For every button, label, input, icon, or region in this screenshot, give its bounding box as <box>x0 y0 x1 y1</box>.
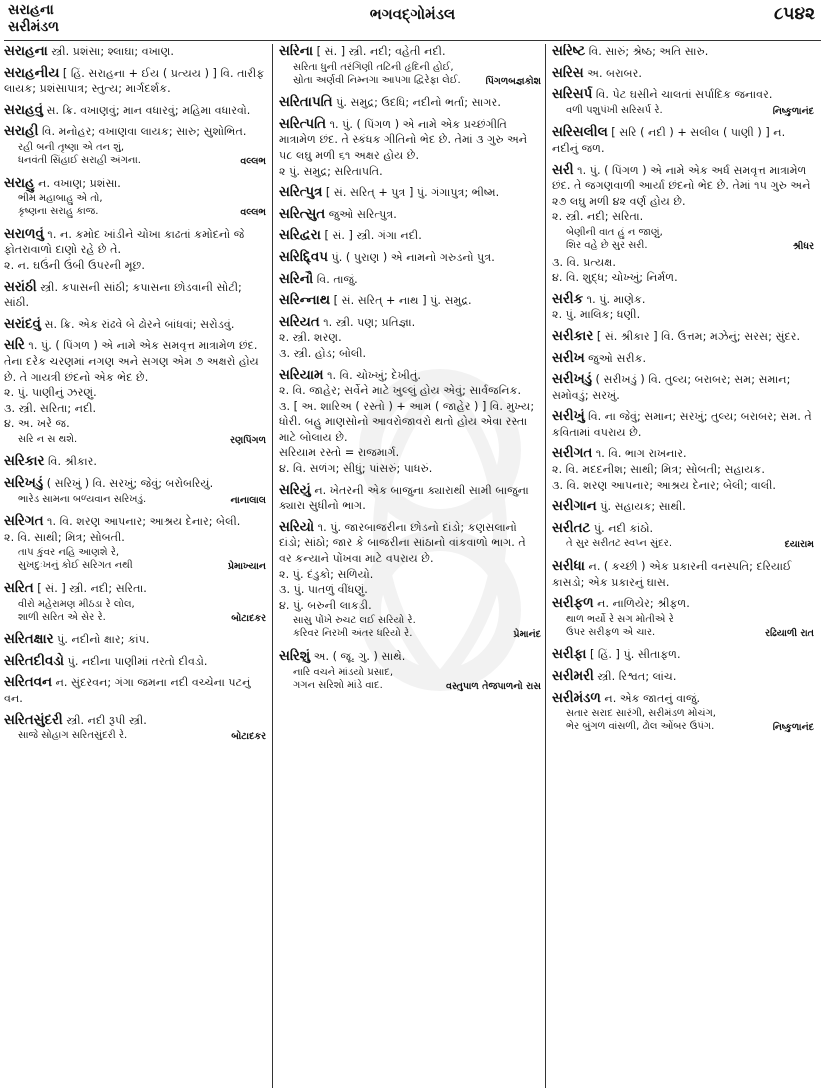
sub-definition: ૩. વિ. પ્રત્યક્ષ. <box>552 255 616 269</box>
dictionary-entry <box>552 87 814 119</box>
dictionary-entry <box>552 372 814 403</box>
dictionary-entry <box>4 280 266 311</box>
headword: સરીફળ <box>552 596 594 612</box>
dictionary-entry <box>4 713 266 745</box>
dictionary-entry <box>552 125 814 156</box>
dictionary-entry <box>552 647 814 663</box>
definition: પું. સમુદ્ર; ઉદધિ; નદીનો ભર્તા; સાગર. <box>336 96 501 110</box>
dictionary-entry <box>552 44 814 60</box>
guide-word-last: સરીમંડળ <box>8 19 60 35</box>
dictionary-entry <box>279 293 541 309</box>
column-3 <box>552 44 814 1088</box>
headword: સરિતસુંદરી <box>4 712 63 728</box>
headword: સરિત્પુત્ર <box>279 185 323 201</box>
quotation-source: પ્રેમાખ્યાન <box>227 561 266 573</box>
headword: સરાંઠી <box>4 279 37 295</box>
quotation-source: વલ્લભ <box>240 155 266 167</box>
quotation-line: ભારેડ સામના બળ્યવાન સરિખડું. <box>18 493 147 505</box>
headword: સરાળવું <box>4 226 44 242</box>
sub-definition: ૨ પું. સમુદ્ર; સરિતાપતિ. <box>279 164 383 178</box>
quotation-line: સરિતા ધુની તરંગિણી તટિની હૃદિની હોઈ, <box>293 61 454 73</box>
headword: સરિતદીવડો <box>4 653 65 669</box>
definition: અ. ( જૂ. ગુ. ) સાથે. <box>313 650 406 663</box>
guide-word-first: સરાહના <box>8 2 54 18</box>
definition: વિ. તાજું. <box>316 272 358 286</box>
quotation-line: ગગન સરિશો માંડે વાદ. <box>293 679 383 691</box>
headword: સરીગાન <box>552 499 597 515</box>
dictionary-entry <box>552 163 814 286</box>
definition: સ્ત્રી. નદી રૂપી સ્ત્રી. <box>66 713 147 727</box>
definition: ૧. પું. ( પિંગળ ) એ નામે એક સમવૃત્ત માત્રામેળ છંદ. તેના દરેક ચરણમાં નગણ અને સગણ એમ ૭ અક્ષરો હોય છે. તે ગાયત્રી છંદનો એક ભેદ છે. <box>4 339 259 384</box>
definition: વિ. ના જેવું; સમાન; સરખું; તુલ્ય; બરાબર; સમ. તે કવિતામાં વપરાય છે. <box>552 410 812 439</box>
dictionary-entry <box>4 227 266 274</box>
sub-definition: ૨. પું. દંડુકો; સળિયો. <box>279 567 374 581</box>
definition: ન. એક જાતનું વાજું. <box>604 691 701 705</box>
headword: સરાહુ <box>4 175 35 191</box>
quotation-source: વસ્તુપાળ તેજપાળનો રાસ <box>445 680 541 692</box>
quotation-source: નિષ્કુળાનંદ <box>772 722 814 734</box>
sub-definition: ૩. સ્ત્રી. સરિતા; નદી. <box>4 401 97 415</box>
headword: સરિગત <box>4 514 44 530</box>
definition: [ સં. સરિત્ + નાથ ] પું. સમુદ્ર. <box>333 294 472 308</box>
dictionary-entry <box>279 185 541 201</box>
headword: સરિ <box>4 338 25 354</box>
definition: ૧. પું. માણેક. <box>586 292 646 306</box>
headword: સરાહનીય <box>4 65 60 81</box>
quotation-line: તે સુર સરીતટ સ્વપ્ન સુંદર. <box>566 538 673 550</box>
dictionary-entry <box>279 272 541 288</box>
sub-definition: ૨. વિ. મદદનીશ; સાથી; મિત્ર; સોબતી; સહાયક. <box>552 463 765 477</box>
definition: વિ. સારું; શ્રેષ્ઠ; અતિ સારુ. <box>588 45 709 58</box>
headword: સરિત્પતિ <box>279 116 326 132</box>
quotation-line: સુખદુઃખનું કોઈ સરિગત નથી <box>18 560 133 572</box>
page-number: ૮૫૪૨ <box>773 4 815 24</box>
quotation-line: ભેર બુંગળ વાંસળી, ઢોલ ઓંબર ઉપંગ. <box>566 721 715 733</box>
dictionary-entry <box>4 66 266 97</box>
definition: ૧. વિ. ભાગ રાખનાર. <box>595 447 687 461</box>
dictionary-entry <box>4 632 266 648</box>
dictionary-entry <box>279 315 541 362</box>
dictionary-entry <box>279 649 541 694</box>
headword: સરીખ <box>552 350 585 366</box>
dictionary-entry <box>552 521 814 553</box>
definition: [ સં. ] સ્ત્રી. નદી; સરિતા. <box>37 582 147 596</box>
headword: સરિસલીલ <box>552 125 608 141</box>
definition: વિ. મનોહર; વખાણવા લાયક; સારુ; સુશોભિત. <box>41 125 247 139</box>
headword: સરાહના <box>4 44 48 59</box>
headword: સરીધા <box>552 559 585 575</box>
dictionary-entry <box>552 329 814 345</box>
quotation-line: નારિ વચને માંડયો પ્રસાદ, <box>293 666 394 678</box>
sub-definition: ૨. ન. ઘઉંની ઉંબી ઉપરની મૂછ. <box>4 258 145 272</box>
headword: સરીખડું <box>552 372 592 388</box>
headword: સરિષ્ટ <box>552 44 586 59</box>
headword: સરિયો <box>279 519 315 535</box>
column-2 <box>279 44 541 1088</box>
definition: [ સં. ] સ્ત્રી. નદી; વહેતી નદી. <box>316 45 446 58</box>
dictionary-entry <box>4 338 266 448</box>
headword: સરીતટ <box>552 520 591 536</box>
quotation-line: શિર વહે છે સુર સરી. <box>566 239 648 251</box>
quotation-line: શાળી સરિત એ સેર રે. <box>18 611 106 623</box>
dictionary-entry <box>279 44 541 89</box>
definition: [ હિં. ] પું. સીતાફળ. <box>590 648 681 662</box>
dictionary-entry <box>552 691 814 736</box>
sub-definition: ૨. વિ. જાહેર; સર્વેને માટે ખુલ્લું હોય એવું; સાર્વજનિક. <box>279 384 522 398</box>
definition: પું. નદીનો ક્ષાર; કાંપ. <box>57 633 150 647</box>
quotation-source: પ્રેમાનંદ <box>513 629 541 641</box>
definition: પું. નદીના પાણીમાં તરતો દીવડો. <box>67 654 208 668</box>
quotation-source: દયારામ <box>784 539 814 551</box>
sub-definition: ૪. અ. ખરે જ. <box>4 417 70 431</box>
definition: ૧. વિ. શરણ આપનાર; આશ્રય દેનાર; બેલી. <box>47 515 241 529</box>
definition: ૧. વિ. ચોખ્ખું; દેખીતું. <box>327 368 421 382</box>
headword: સરિત <box>4 581 34 597</box>
quotation-source: નાનાલાલ <box>230 494 266 506</box>
page-title: ભગવદ્ગોમંડલ <box>369 5 456 23</box>
sub-definition: ૩. [ અ. શારિઅ ( રસ્તો ) + આમ ( જાહેર ) ] વિ. મુખ્ય; ધોરી. બહુ માણસોનો આવરોજાવરો થતો હોય એવા રસ્તા માટે બોલાય છે. <box>279 399 535 444</box>
definition: ( સરીખડું ) વિ. તુલ્ય; બરાબર; સમ; સમાન; સમોવડું; સરખું. <box>552 373 791 402</box>
definition: સ્ત્રી. પ્રશંસા; શ્લાઘા; વખાણ. <box>51 45 174 58</box>
definition: સ. ક્રિ. એક રાંઢવે બે ઢોરને બાંધવાં; સરોડવું. <box>44 317 235 331</box>
dictionary-entry <box>279 207 541 223</box>
definition: [ સં. ] સ્ત્રી. ગંગા નદી. <box>324 229 422 243</box>
sub-definition: ૨. વિ. સાથી; મિત્ર; સોબતી. <box>4 530 125 544</box>
dictionary-entry <box>4 103 266 119</box>
headword: સરિદ્દ્વિપ <box>279 249 328 265</box>
dictionary-entry <box>552 669 814 685</box>
headword: સરિસ <box>552 65 584 81</box>
dictionary-entry <box>552 351 814 367</box>
quotation-line: વીરો મહેરામણ મીઠડા રે લોલ, <box>18 598 135 610</box>
definition: પું. સહાયક; સાથી. <box>600 500 686 514</box>
quotation-line: સ્રોતા અર્ણવી નિમ્નગા આપગા દ્વિરેફા લેઈ. <box>293 74 461 86</box>
headword: સરીક <box>552 291 584 307</box>
headword: સરિતવન <box>4 675 52 691</box>
quotation-source: શ્રીધર <box>792 240 814 252</box>
sub-definition: ૩. પું. પાતળું વીંધણું. <box>279 583 368 597</box>
definition: સ્ત્રી. રિશ્વત; લાંચ. <box>597 670 677 683</box>
column-divider <box>545 44 546 1088</box>
dictionary-entry <box>4 654 266 670</box>
definition: વિ. પેટ ઘસીને ચાલતાં સર્પાદિક જનાવર. <box>595 88 773 102</box>
dictionary-entry <box>552 559 814 590</box>
headword: સરિત્સુત <box>279 206 326 222</box>
quotation-line: સતાર સરાદ સારંગી, સરીમંડળ મોચંગ, <box>566 708 716 720</box>
definition: ન. વખાણ; પ્રશંસા. <box>38 176 121 190</box>
headword: સરિયામ <box>279 367 324 383</box>
dictionary-entry <box>4 176 266 221</box>
headword: સરિતાપતિ <box>279 95 333 111</box>
sub-definition: ૨. સ્ત્રી. શરણ. <box>279 331 342 345</box>
dictionary-entry <box>279 117 541 179</box>
headword: સરિનૌ <box>279 271 314 287</box>
headword: સરાહી <box>4 124 39 140</box>
dictionary-entry <box>552 292 814 323</box>
quotation-line: કૃષ્ણના સરાહુ કાજ. <box>18 206 99 218</box>
quotation-line: થાળ ભર્યો રે સગ મોતીએ રે <box>566 613 674 625</box>
definition: ૧. સ્ત્રી. પણ; પ્રતિજ્ઞા. <box>323 315 416 329</box>
headword: સરિન્નાથ <box>279 293 331 309</box>
sub-definition: ૨. પું. માલિક; ધણી. <box>552 308 641 322</box>
quotation-source: બોટાદકર <box>231 612 266 624</box>
definition: ન. ( કચ્છી ) એક પ્રકારની વનસ્પતિ; દરિયાઈ કાસડો; એક પ્રકારનું ઘાસ. <box>552 560 792 589</box>
sub-definition: ૩. વિ. શરણ આપનાર; આશ્રય દેનાર; બેલી; વાલી. <box>552 478 776 492</box>
definition: જુઓ સરીક. <box>588 351 647 365</box>
quotation-source: પિંગળબજ્ઞકોશ <box>485 75 541 87</box>
page-header <box>4 2 821 42</box>
dictionary-entry <box>279 483 541 514</box>
dictionary-entry <box>279 520 541 643</box>
quotation-line: બેણીની વાત હું ન જાણું, <box>566 226 663 238</box>
sub-definition: ૩. સ્ત્રી. હોડ; બોલી. <box>279 346 367 360</box>
quotation-line: સરિ ન સ થશે. <box>18 433 78 445</box>
definition: અ. બરાબર. <box>587 66 642 80</box>
headword: સરીમરી <box>552 669 594 684</box>
dictionary-entry <box>279 95 541 111</box>
headword: સરિખડું <box>4 476 44 492</box>
quotation-line: વળી પશુપંખી સરિસર્પ રે. <box>566 104 663 116</box>
sub-definition: ૪. વિ. સળંગ; સીધું; પાંસરું; પાધરું. <box>279 462 433 476</box>
definition: [ હિં. સરાહના + ઈય ( પ્રત્યય ) ] વિ. તારીફ લાયક; પ્રશંસાપાત્ર; સ્તુત્ય; માર્ગદર્શક. <box>4 66 265 96</box>
headword: સરીખું <box>552 409 585 425</box>
quotation-line: તાપ કુંવર નહિ આણશે રે, <box>18 547 120 559</box>
quotation-line: સાસુ પોંખે રુચટ લઈ સરિયો રે. <box>293 615 416 627</box>
definition: [ સં. શ્રીકાર ] વિ. ઉત્તમ; મઝેનું; સરસ; સુંદર. <box>596 329 801 343</box>
column-1 <box>4 44 266 1088</box>
dictionary-entry <box>4 124 266 169</box>
quotation-source: વલ્લભ <box>240 207 266 219</box>
headword: સરિતક્ષાર <box>4 632 54 648</box>
headword: સરીફા <box>552 647 587 663</box>
dictionary-entry <box>4 581 266 626</box>
column-divider <box>272 44 273 1088</box>
dictionary-entry <box>4 514 266 575</box>
dictionary-entry <box>279 250 541 266</box>
definition: ૧. પું. ( પિંગળ ) એ નામે એક અર્ધ સમવૃત્ત માત્રામેળ છંદ. તે જગણવાળી આર્યા છંદનો ભેદ છે. તેમાં ૧૫ ગુરુ અને ૨૭ લઘુ મળી ૪૨ વર્ણ હોય છે. <box>552 163 811 208</box>
definition: ૧. ન. કમોદ ખાંડીને ચોખા કાઢતાં કમોદનો જે ફોતરાવાળો દાણો રહે છે તે. <box>4 227 245 257</box>
quotation-line: રહી બની તૃષ્ણા એ તન શું, <box>18 141 125 153</box>
dictionary-entry <box>552 66 814 82</box>
dictionary-entry <box>4 476 266 508</box>
sub-definition: ૨. સ્ત્રી. નદી; સરિતા. <box>552 210 644 224</box>
dictionary-entry <box>4 454 266 470</box>
definition: પું. નદી કાંઠો. <box>593 521 654 535</box>
dictionary-entry <box>552 596 814 641</box>
definition: ન. ખેતરની એક બાજુના ક્યારાથી સામી બાજુના ક્યારા સુધીનો ભાગ. <box>279 483 529 513</box>
definition: વિ. શ્રીકાર. <box>48 455 97 469</box>
quotation-line: કરિવર નિરખી અંતર ધરિયો રે. <box>293 628 413 640</box>
dictionary-entry <box>4 44 266 60</box>
definition: પું. ( પુરાણ ) એ નામનો ગરુડનો પુત્ર. <box>331 250 495 264</box>
quotation-source: નિષ્કુળાનંદ <box>772 105 814 117</box>
quotation-line: સાજે સોહાગ સરિતસુંદરી રે. <box>18 730 128 742</box>
quotation-source: રણપિંગળ <box>230 434 266 446</box>
definition: ન. નાળિયેર; શ્રીફળ. <box>597 597 690 611</box>
quotation-source: રઢિયાળી રાત <box>765 627 814 639</box>
headword: સરિદ્વરા <box>279 228 321 244</box>
definition: જુઓ સરિત્પુત્ર. <box>328 207 397 221</box>
definition: સ્ત્રી. કપાસની સાંઠી; કપાસના છોડવાની સોટી; સાંઠી. <box>4 280 242 310</box>
quotation-source: બોટાદકર <box>231 731 266 743</box>
headword: સરાહવું <box>4 102 43 118</box>
headword: સરી <box>552 162 574 178</box>
sub-definition: સરિયામ રસ્તો = રાજમાર્ગ. <box>279 446 400 460</box>
dictionary-entry <box>552 409 814 440</box>
definition: ૧. પું. ( પિંગળ ) એ નામે એક પ્રચ્છંગીતિ માત્રામેળ છંદ. તે સ્કંધક ગીતિનો ભેદ છે. તેમાં ૩ ગુરુ અને ૫૮ લઘુ મળી ૬૧ અક્ષર હોય છે. <box>279 117 528 162</box>
sub-definition: ૪. વિ. શુદ્ધ; ચોખ્ખું; નિર્મળ. <box>552 271 678 285</box>
headword: સરિકાર <box>4 454 45 470</box>
quotation-line: ભીમ મહાબાહુ એ તો, <box>18 193 103 205</box>
definition: ૧. પું. જારબાજરીના છોડનો દાંડો; કણસલાનો દાંડો; સાંઠો; જાર કે બાજરીના સાંઠાનો વાંકવાળો ભાગ. તે વર કન્યાને પોંખવા માટે વપરાય છે. <box>279 520 526 566</box>
dictionary-entry <box>4 675 266 706</box>
dictionary-entry <box>552 499 814 515</box>
dictionary-entry <box>279 368 541 477</box>
definition: [ સં. સરિત્ + પુત્ર ] પું. ગંગાપુત્ર; ભીષ્મ. <box>325 186 500 200</box>
headword: સરિયત <box>279 314 320 330</box>
definition: સ. ક્રિ. વખાણવું; માન વધારવું; મહિમા વધારવો. <box>46 103 251 117</box>
quotation-line: ધનવંતી સિંહાઈ સરાહી અંગના. <box>18 154 141 166</box>
headword: સરીમંડળ <box>552 690 601 706</box>
sub-definition: ૨. પું. પાણીનું ઝરણું. <box>4 386 97 400</box>
headword: સરિશું <box>279 649 311 664</box>
headword: સરીગત <box>552 446 593 462</box>
dictionary-entry <box>4 317 266 333</box>
headword: સરિસર્પ <box>552 87 593 103</box>
headword: સરિના <box>279 44 314 59</box>
dictionary-entry <box>279 228 541 244</box>
definition: ન. સુંદરવન; ગંગા જમના નદી વચ્ચેના પટનું વન. <box>4 676 251 705</box>
dictionary-entry <box>552 446 814 493</box>
definition: [ સરિ ( નદી ) + સલીલ ( પાણી ) ] ન. નદીનું જળ. <box>552 126 786 155</box>
sub-definition: ૪. પું. બરુની લાકડી. <box>279 598 372 612</box>
definition: ( સરિખું ) વિ. સરખું; જેવું; બરોબરિયું. <box>46 477 214 491</box>
quotation-line: ઉપર સરીફળ એ ચાર. <box>566 626 656 638</box>
headword: સરીકાર <box>552 328 594 344</box>
headword: સરાંદવું <box>4 316 41 332</box>
headword: સરિયું <box>279 482 311 498</box>
header-rule <box>4 40 821 41</box>
